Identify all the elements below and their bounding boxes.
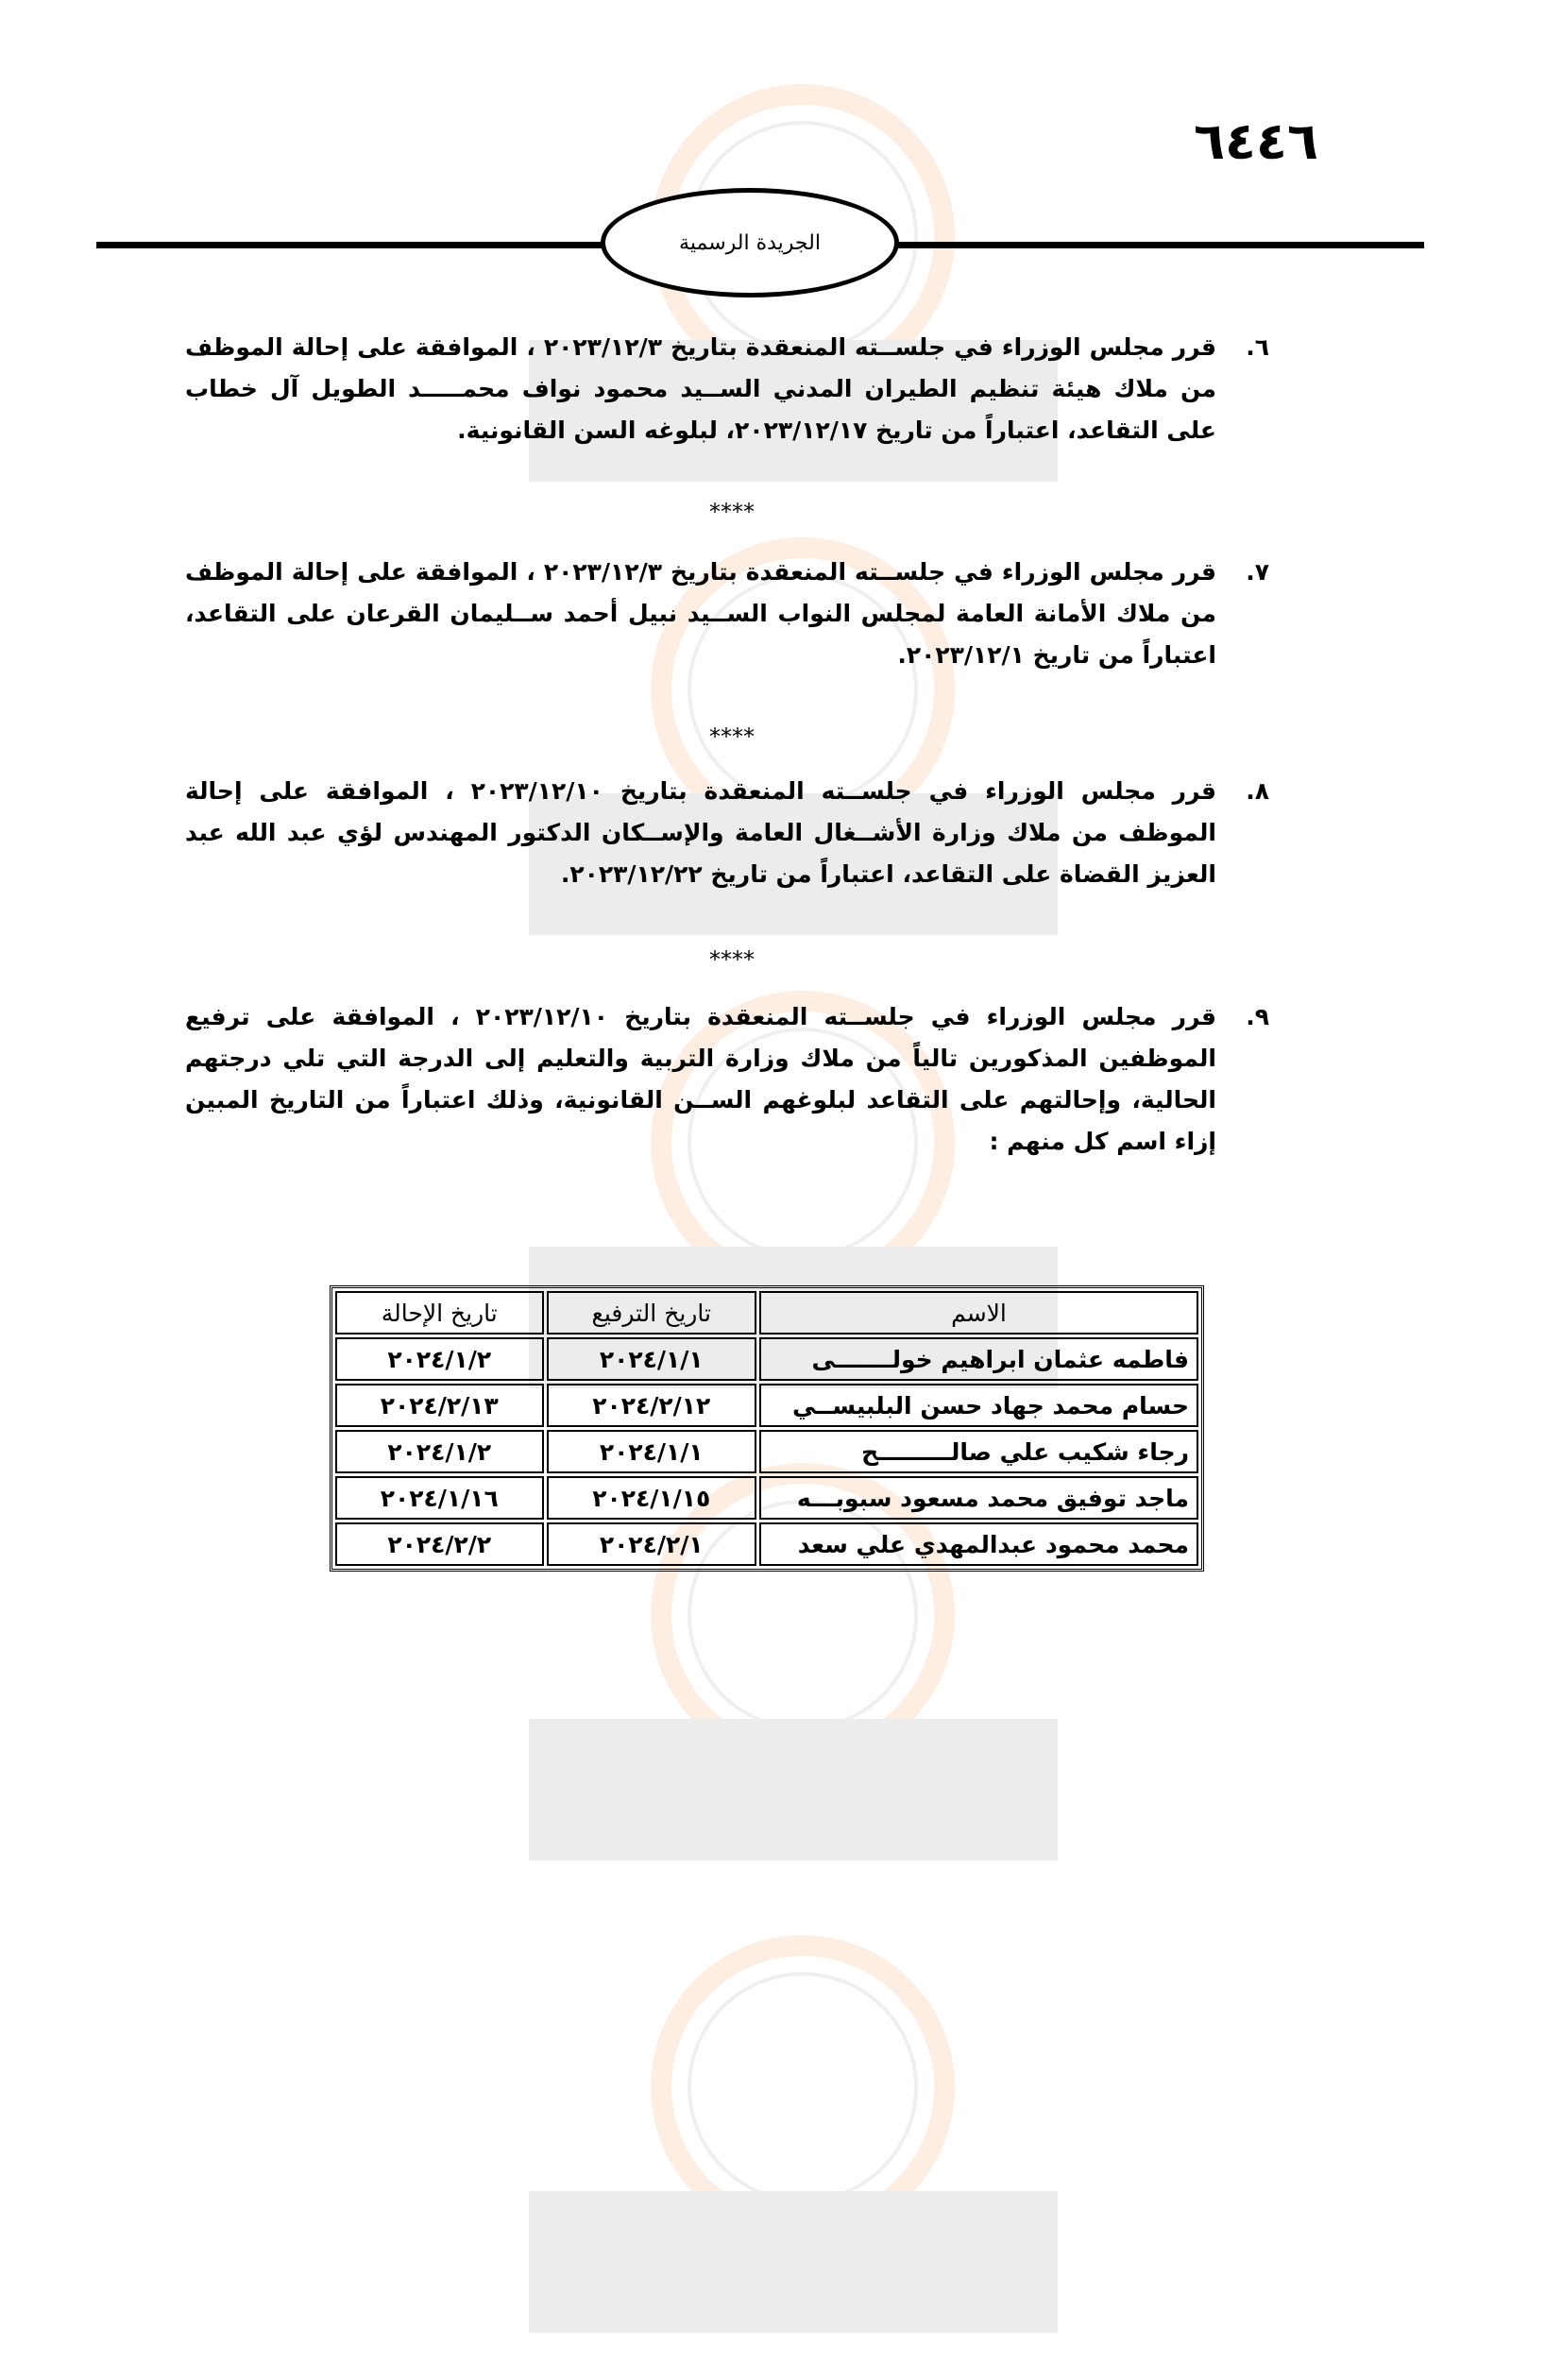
watermark-logo [491, 1908, 1077, 2380]
paragraph-text: قرر مجلس الوزراء في جلســته المنعقدة بتاريخ ٢٠٢٣/١٢/٣ ، الموافقة على إحالة الموظف من ملاك الأمانة العامة لمجلس النواب الســيد نبيل أحمد ســليمان القرعان على التقاعد، اعتباراً من تاريخ ٢٠٢٣/١٢/١. [185, 558, 1217, 669]
cell-retirement-date: ٢٠٢٤/١/٢ [335, 1430, 544, 1473]
cell-promotion-date: ٢٠٢٤/١/١ [547, 1430, 757, 1473]
cell-name: حسام محمد جهاد حسن البلبيســي [759, 1384, 1198, 1427]
paragraph-9 [185, 996, 1269, 1163]
table-row [335, 1430, 1198, 1473]
item-number: ٧. [1246, 558, 1269, 586]
cell-name: فاطمه عثمان ابراهيم خولـــــــى [759, 1337, 1198, 1381]
cell-promotion-date: ٢٠٢٤/١/١ [547, 1337, 757, 1381]
cell-retirement-date: ٢٠٢٤/١/٢ [335, 1337, 544, 1381]
cell-promotion-date: ٢٠٢٤/٢/١٢ [547, 1384, 757, 1427]
paragraph-text: قرر مجلس الوزراء في جلســته المنعقدة بتاريخ ٢٠٢٣/١٢/١٠ ، الموافقة على ترفيع الموظفين المذكورين تالياً من ملاك وزارة التربية والتعليم إلى الدرجة التي تلي درجتهم الحالية، وإحالتهم على التقاعد لبلوغهم الســن القانونية، وذلك اعتباراً من التاريخ المبين إزاء اسم كل منهم : [185, 1003, 1216, 1155]
paragraph-8 [185, 771, 1269, 895]
cell-retirement-date: ٢٠٢٤/٢/٢ [335, 1522, 544, 1566]
paragraph-6 [185, 327, 1269, 451]
table-header-row [335, 1291, 1198, 1334]
paragraph-7 [185, 552, 1269, 676]
gazette-title: الجريدة الرسمية [679, 230, 821, 255]
separator: **** [709, 946, 755, 973]
cell-name: رجاء شكيب علي صالـــــــــح [759, 1430, 1198, 1473]
header-name: الاسم [759, 1291, 1198, 1334]
item-number: ٨. [1246, 777, 1269, 805]
table-row [335, 1337, 1198, 1381]
cell-promotion-date: ٢٠٢٤/١/١٥ [547, 1476, 757, 1520]
paragraph-text: قرر مجلس الوزراء في جلســته المنعقدة بتاريخ ٢٠٢٣/١٢/١٠ ، الموافقة على إحالة الموظف من ملاك وزارة الأشــغال العامة والإســكان الدكتور المهندس لؤي عبد الله عبد العزيز القضاة على التقاعد، اعتباراً من تاريخ ٢٠٢٣/١٢/٢٢. [185, 777, 1216, 888]
page-number: ٦٤٤٦ [1194, 111, 1318, 171]
paragraph-text: قرر مجلس الوزراء في جلســته المنعقدة بتاريخ ٢٠٢٣/١٢/٣ ، الموافقة على إحالة الموظف من ملاك هيئة تنظيم الطيران المدني الســيد محمود نواف محمـــــد الطويل آل خطاب على التقاعد، اعتباراً من تاريخ ٢٠٢٣/١٢/١٧، لبلوغه السن القانونية. [185, 333, 1217, 444]
employees-table [330, 1285, 1204, 1572]
cell-name: ماجد توفيق محمد مسعود سبوبـــه [759, 1476, 1198, 1520]
cell-promotion-date: ٢٠٢٤/٢/١ [547, 1522, 757, 1566]
table-row [335, 1522, 1198, 1566]
cell-retirement-date: ٢٠٢٤/٢/١٣ [335, 1384, 544, 1427]
item-number: ٦. [1246, 333, 1269, 361]
separator: **** [709, 723, 755, 750]
cell-retirement-date: ٢٠٢٤/١/١٦ [335, 1476, 544, 1520]
table-row [335, 1476, 1198, 1520]
gazette-title-oval [601, 188, 899, 298]
item-number: ٩. [1246, 1003, 1269, 1030]
cell-name: محمد محمود عبدالمهدي علي سعد [759, 1522, 1198, 1566]
header-retirement-date: تاريخ الإحالة [335, 1291, 544, 1334]
separator: **** [709, 499, 755, 525]
header-promotion-date: تاريخ الترفيع [547, 1291, 757, 1334]
table-row [335, 1384, 1198, 1427]
